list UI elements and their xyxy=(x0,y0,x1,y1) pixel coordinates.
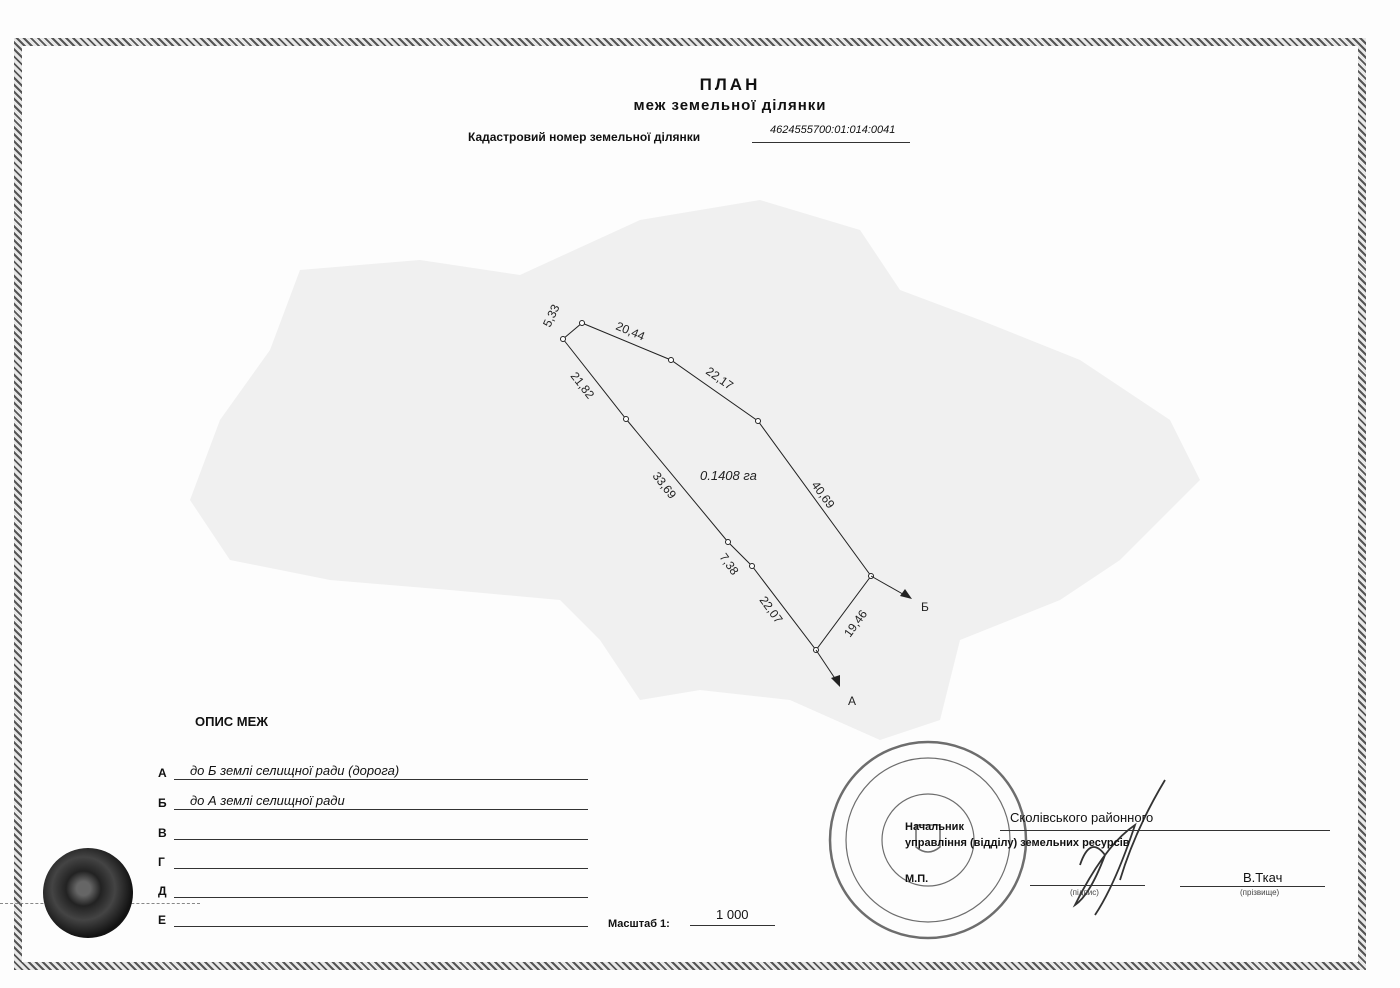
segment-label: 22,07 xyxy=(756,593,786,627)
vertex xyxy=(756,419,761,424)
boundary-letter: Е xyxy=(158,913,167,927)
segment-label: 21,82 xyxy=(567,369,598,402)
name-caption: (прізвище) xyxy=(1240,888,1280,897)
boundary-row xyxy=(158,762,588,780)
segment-label: 7,38 xyxy=(716,550,742,578)
official-name: В.Ткач xyxy=(1243,870,1283,885)
boundary-line xyxy=(174,839,588,840)
boundary-row xyxy=(158,880,588,898)
vertex xyxy=(726,540,731,545)
vertex xyxy=(750,564,755,569)
boundary-row xyxy=(158,851,588,869)
boundary-row xyxy=(158,792,588,810)
boundaries-title: ОПИС МЕЖ xyxy=(195,714,269,729)
segment-label: 5,33 xyxy=(540,302,563,330)
scale-value: 1 000 xyxy=(716,907,749,922)
document-title: ПЛАН xyxy=(699,75,761,94)
boundary-line xyxy=(174,926,588,927)
vertex xyxy=(669,358,674,363)
signature-underline xyxy=(1030,885,1145,886)
vertex xyxy=(561,337,566,342)
boundary-letter: Д xyxy=(158,884,167,898)
segment-label: 33,69 xyxy=(649,469,680,502)
parcel-area: 0.1408 га xyxy=(700,468,757,483)
mp-label: М.П. xyxy=(905,873,929,885)
boundary-line xyxy=(174,779,588,780)
vertex xyxy=(580,321,585,326)
segment-label: 40,69 xyxy=(808,478,838,512)
ukraine-map-silhouette xyxy=(190,200,1200,740)
hole-punch-mark xyxy=(43,848,133,938)
boundary-letter: В xyxy=(158,826,167,840)
name-underline xyxy=(1180,886,1325,887)
boundary-letter: Г xyxy=(158,855,165,869)
cadastral-number: 4624555700:01:014:0041 xyxy=(770,124,896,136)
boundary-letter: Б xyxy=(158,796,167,810)
head-label: Начальник xyxy=(905,821,964,833)
district-underline xyxy=(1000,830,1330,831)
boundary-letter: А xyxy=(158,766,167,780)
vertex xyxy=(624,417,629,422)
district-name: Сколівського районного xyxy=(1010,810,1154,825)
boundary-row xyxy=(158,822,588,840)
boundary-text: до А землі селищної ради xyxy=(190,793,345,808)
neighbor-a-label: А xyxy=(848,694,857,708)
segment-label: 20,44 xyxy=(613,318,647,344)
department-label: управління (відділу) земельних ресурсів xyxy=(905,837,1130,849)
document-subtitle: меж земельної ділянки xyxy=(633,97,827,114)
boundary-line xyxy=(174,868,588,869)
scale-label: Масштаб 1: xyxy=(608,918,670,930)
neighbor-b-label: Б xyxy=(921,600,929,614)
segment-label: 22,17 xyxy=(703,363,736,393)
boundary-text: до Б землі селищної ради (дорога) xyxy=(190,763,400,778)
cadastral-label: Кадастровий номер земельної ділянки xyxy=(468,130,701,144)
signature-caption: (підпис) xyxy=(1070,888,1099,897)
boundary-line xyxy=(174,809,588,810)
boundary-line xyxy=(174,897,588,898)
scale-underline xyxy=(690,925,775,926)
boundary-row xyxy=(158,909,588,927)
segment-label: 19,46 xyxy=(841,607,871,640)
